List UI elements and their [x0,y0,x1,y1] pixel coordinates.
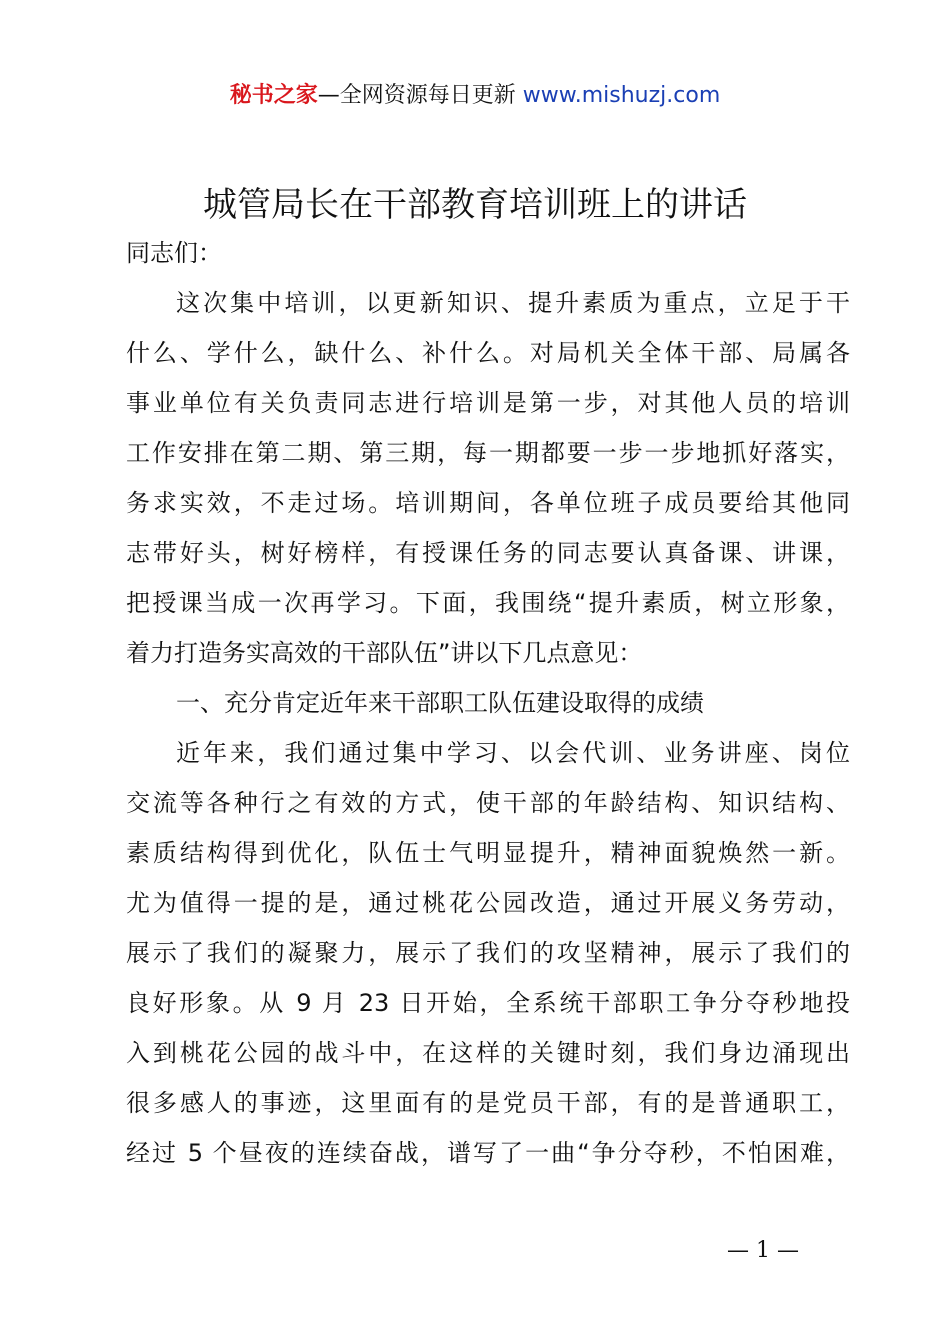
paragraph-line: 这次集中培训，以更新知识、提升素质为重点，立足于干 [176,289,850,317]
paragraph-line: 展示了我们的凝聚力，展示了我们的攻坚精神，展示了我们的 [126,939,850,967]
site-url-link[interactable]: www.mishuzj.com [522,83,721,108]
paragraph-line: 什么、学什么，缺什么、补什么。对局机关全体干部、局属各 [126,339,850,367]
site-tagline: —全网资源每日更新 [317,83,523,108]
document-body [126,228,850,1178]
paragraph-line: 良好形象。从 9 月 23 日开始，全系统干部职工争分夺秒地投 [126,989,850,1017]
paragraph-line: 务求实效，不走过场。培训期间，各单位班子成员要给其他同 [126,489,850,517]
paragraph-line: 交流等各种行之有效的方式，使干部的年龄结构、知识结构、 [126,789,850,817]
paragraph-line: 素质结构得到优化，队伍士气明显提升，精神面貌焕然一新。 [126,839,850,867]
paragraph-line: 尤为值得一提的是，通过桃花公园改造，通过开展义务劳动， [126,889,850,917]
paragraph-line: 志带好头，树好榜样，有授课任务的同志要认真备课、讲课， [126,539,850,567]
paragraph-line: 入到桃花公园的战斗中，在这样的关键时刻，我们身边涌现出 [126,1039,850,1067]
greeting: 同志们： [126,239,222,267]
document-title: 城管局长在干部教育培训班上的讲话 [203,185,747,225]
site-brand: 秘书之家 [229,83,318,108]
paragraph-2 [126,728,850,1178]
paragraph-line: 很多感人的事迹，这里面有的是党员干部，有的是普通职工， [126,1089,850,1117]
paragraph-1 [126,278,850,678]
paragraph-line: 着力打造务实高效的干部队伍”讲以下几点意见： [126,639,643,667]
section-heading-1: 一、充分肯定近年来干部职工队伍建设取得的成绩 [176,689,704,717]
paragraph-line: 工作安排在第二期、第三期，每一期都要一步一步地抓好落实， [126,439,850,467]
page-number: — 1 — [727,1238,799,1263]
site-header [0,80,950,112]
paragraph-line: 经过 5 个昼夜的连续奋战，谱写了一曲“争分夺秒，不怕困难， [126,1139,850,1167]
paragraph-line: 近年来，我们通过集中学习、以会代训、业务讲座、岗位 [176,739,850,767]
paragraph-line: 把授课当成一次再学习。下面，我围绕“提升素质，树立形象， [126,589,850,617]
paragraph-line: 事业单位有关负责同志进行培训是第一步，对其他人员的培训 [126,389,850,417]
